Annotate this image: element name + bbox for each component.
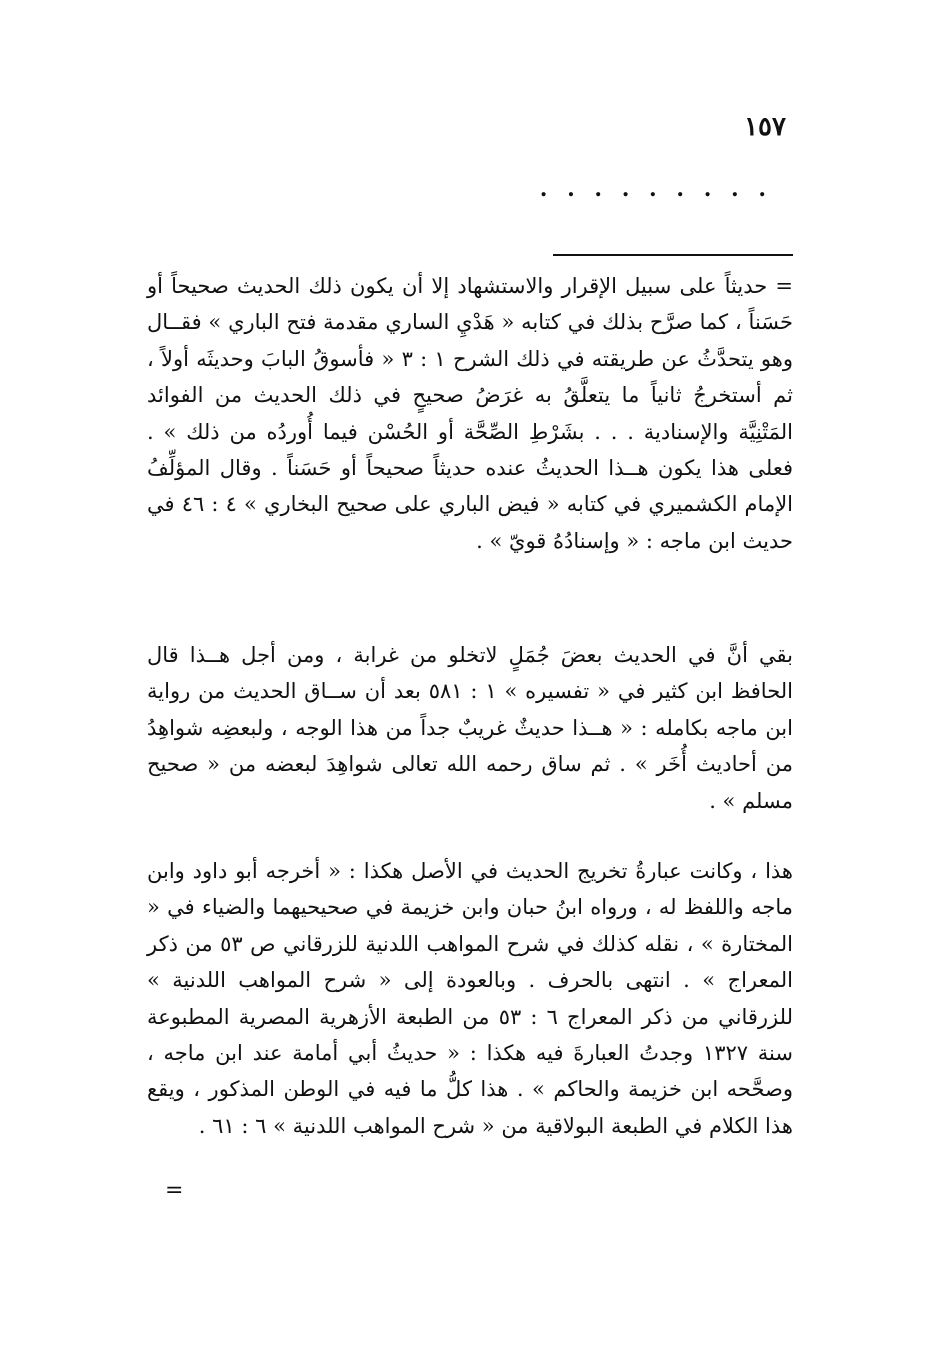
footnote-paragraph-3 [147, 853, 793, 1144]
paragraph-text: بقي أنَّ في الحديث بعضَ جُمَلٍ لاتخلو من غرابة ، ومن أجل هــذا قال الحافظ ابن كثير في « تفسيره » ١ : ٥٨١ بعد أن ســاق الحديث من رواية ابن ماجه بكامله : « هــذا حديثٌ غريبٌ جداً من هذا الوجه ، ولبعضِه شواهِدُ من أحاديث أُخَر » . ثم ساق رحمه الله تعالى شواهِدَ لبعضه من « صحيح مسلم » . [147, 643, 793, 813]
footnote-divider [553, 254, 793, 256]
paragraph-text: هذا ، وكانت عبارةُ تخريج الحديث في الأصل هكذا : « أخرجه أبو داود وابن ماجه واللفظ له ، ورواه ابنُ حبان وابن خزيمة في صحيحيهما والضياء في « المختارة » ، نقله كذلك في شرح المواهب اللدنية للزرقاني ص ٥٣ من ذكر المعراج » . انتهى بالحرف . وبالعودة إلى « شرح المواهب اللدنية » للزرقاني من ذكر المعراج ٦ : ٥٣ من الطبعة الأزهرية المصرية المطبوعة سنة ١٣٢٧ وجدتُ العبارةَ فيه هكذا : « حديثُ أبي أمامة عند ابن ماجه ، وصحَّحه ابن خزيمة والحاكم » . هذا كلُّ ما فيه في الوطن المذكور ، ويقع هذا الكلام في الطبعة البولاقية من « شرح المواهب اللدنية » ٦ : ٦١ . [147, 859, 793, 1138]
ellipsis-separator: . . . . . . . . . [539, 176, 772, 202]
paragraph-text: = حديثاً على سبيل الإقرار والاستشهاد إلا أن يكون ذلك الحديث صحيحاً أو حَسَناً ، كما صرَّح بذلك في كتابه « هَدْيِ الساري مقدمة فتح الباري » فقــال وهو يتحدَّثُ عن طريقته في ذلك الشرح ١ : ٣ « فأسوقُ البابَ وحديثَه أولاً ، ثم أستخرجُ ثانياً ما يتعلَّقُ به غرَضُ صحيحٍ في ذلك الحديث من الفوائد المَتْنِيَّة والإسنادية . . . بشَرْطِ الصِّحَّة أو الحُسْن فيما أُوردُه من ذلك » . فعلى هذا يكون هــذا الحديثُ عنده حديثاً صحيحاً أو حَسَناً . وقال المؤلِّفُ الإمام الكشميري في كتابه « فيض الباري على صحيح البخاري » ٤ : ٤٦ في حديث ابن ماجه : « وإسنادُهُ قويّ » . [147, 274, 794, 553]
continuation-mark: = [165, 1178, 184, 1203]
footnote-paragraph-1 [147, 268, 793, 559]
footnote-paragraph-2 [147, 637, 793, 819]
page-number: ١٥٧ [744, 112, 786, 142]
